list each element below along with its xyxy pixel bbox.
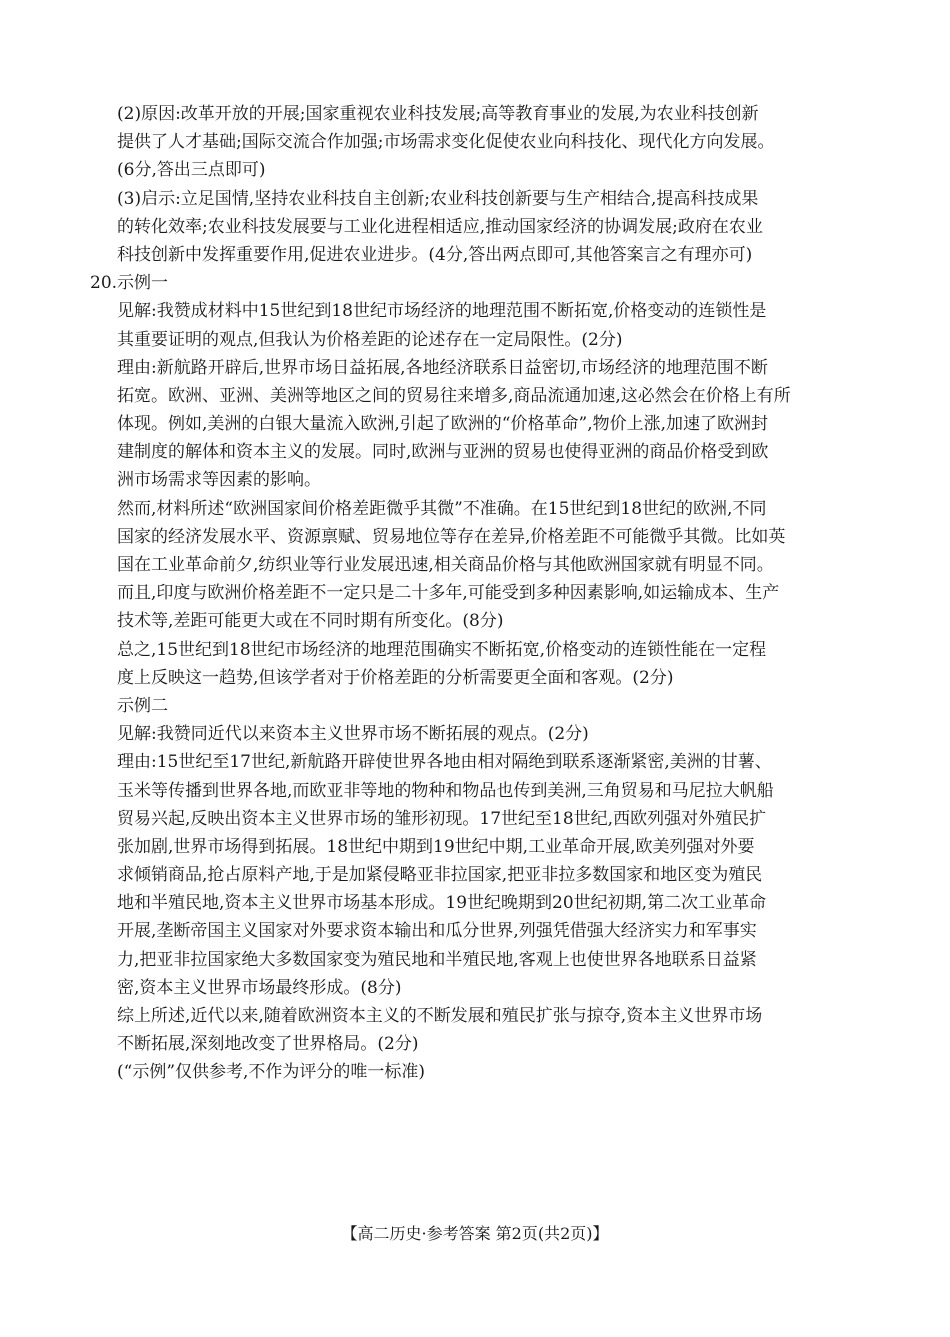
text-line: 玉米等传播到世界各地,而欧亚非等地的物种和物品也传到美洲,三角贸易和马尼拉大帆船: [117, 780, 774, 801]
text-line: 求倾销商品,抢占原料产地,于是加紧侵略亚非拉国家,把亚非拉多数国家和地区变为殖民: [117, 865, 763, 886]
text-line: 体现。例如,美洲的白银大量流入欧洲,引起了欧洲的“价格革命”,物价上涨,加速了欧洲封: [117, 414, 768, 435]
text-line: 20.示例一: [90, 273, 169, 294]
text-line: 开展,垄断帝国主义国家对外要求资本输出和瓜分世界,列强凭借强大经济实力和军事实: [117, 921, 757, 942]
text-line: 洲市场需求等因素的影响。: [117, 470, 321, 491]
text-line: 国家的经济发展水平、资源禀赋、贸易地位等存在差异,价格差距不可能微乎其微。比如英: [117, 526, 786, 547]
text-line: 理由:15世纪至17世纪,新航路开辟使世界各地由相对隔绝到联系逐渐紧密,美洲的甘薯、: [117, 752, 772, 773]
text-line: 见解:我赞同近代以来资本主义世界市场不断拓展的观点。(2分): [117, 724, 589, 745]
text-line: 密,资本主义世界市场最终形成。(8分): [117, 977, 402, 998]
text-line: (2)原因:改革开放的开展;国家重视农业科技发展;高等教育事业的发展,为农业科技创新: [117, 104, 759, 124]
text-line: 而且,印度与欧洲价格差距不一定只是二十多年,可能受到多种因素影响,如运输成本、生产: [117, 583, 780, 604]
text-line: 技术等,差距可能更大或在不同时期有所变化。(8分): [117, 611, 504, 632]
text-line: 其重要证明的观点,但我认为价格差距的论述存在一定局限性。(2分): [117, 329, 623, 350]
answer-text-body: [90, 100, 865, 1087]
text-line: 国在工业革命前夕,纺织业等行业发展迅速,相关商品价格与其他欧洲国家就有明显不同。: [117, 555, 774, 575]
page-footer: 【高二历史·参考答案 第2页(共2页)】: [341, 1224, 609, 1243]
text-line: 贸易兴起,反映出资本主义世界市场的雏形初现。17世纪至18世纪,西欧列强对外殖民扩: [117, 808, 767, 829]
text-line: 然而,材料所述“欧洲国家间价格差距微乎其微”不准确。在15世纪到18世纪的欧洲,不同: [117, 498, 767, 519]
text-line: 理由:新航路开辟后,世界市场日益拓展,各地经济联系日益密切,市场经济的地理范围不断: [117, 357, 768, 378]
text-line: 示例二: [117, 695, 168, 716]
text-line: (“示例”仅供参考,不作为评分的唯一标准): [117, 1062, 426, 1083]
text-line: 建制度的解体和资本主义的发展。同时,欧洲与亚洲的贸易也使得亚洲的商品价格受到欧: [117, 442, 769, 463]
text-line: 度上反映这一趋势,但该学者对于价格差距的分析需要更全面和客观。(2分): [117, 667, 674, 688]
text-line: 综上所述,近代以来,随着欧洲资本主义的不断发展和殖民扩张与掠夺,资本主义世界市场: [117, 1006, 763, 1026]
text-line: 科技创新中发挥重要作用,促进农业进步。(4分,答出两点即可,其他答案言之有理亦可): [117, 244, 753, 265]
text-line: 张加剧,世界市场得到拓展。18世纪中期到19世纪中期,工业革命开展,欧美列强对外要: [117, 836, 755, 857]
text-line: 拓宽。欧洲、亚洲、美洲等地区之间的贸易往来增多,商品流通加速,这必然会在价格上有所: [117, 385, 791, 406]
text-line: (6分,答出三点即可): [117, 160, 266, 181]
text-line: 力,把亚非拉国家绝大多数国家变为殖民地和半殖民地,客观上也使世界各地联系日益紧: [117, 949, 757, 970]
text-line: 提供了人才基础;国际交流合作加强;市场需求变化促使农业向科技化、现代化方向发展。: [117, 132, 775, 153]
text-line: (3)启示:立足国情,坚持农业科技自主创新;农业科技创新要与生产相结合,提高科技成果: [117, 188, 759, 209]
text-line: 见解:我赞成材料中15世纪到18世纪市场经济的地理范围不断拓宽,价格变动的连锁性是: [117, 301, 767, 322]
text-line: 地和半殖民地,资本主义世界市场基本形成。19世纪晚期到20世纪初期,第二次工业革命: [117, 893, 767, 914]
text-line: 总之,15世纪到18世纪市场经济的地理范围确实不断拓宽,价格变动的连锁性能在一定程: [117, 639, 767, 660]
text-line: 不断拓展,深刻地改变了世界格局。(2分): [117, 1034, 419, 1055]
text-line: 的转化效率;农业科技发展要与工业化进程相适应,推动国家经济的协调发展;政府在农业: [117, 216, 763, 237]
